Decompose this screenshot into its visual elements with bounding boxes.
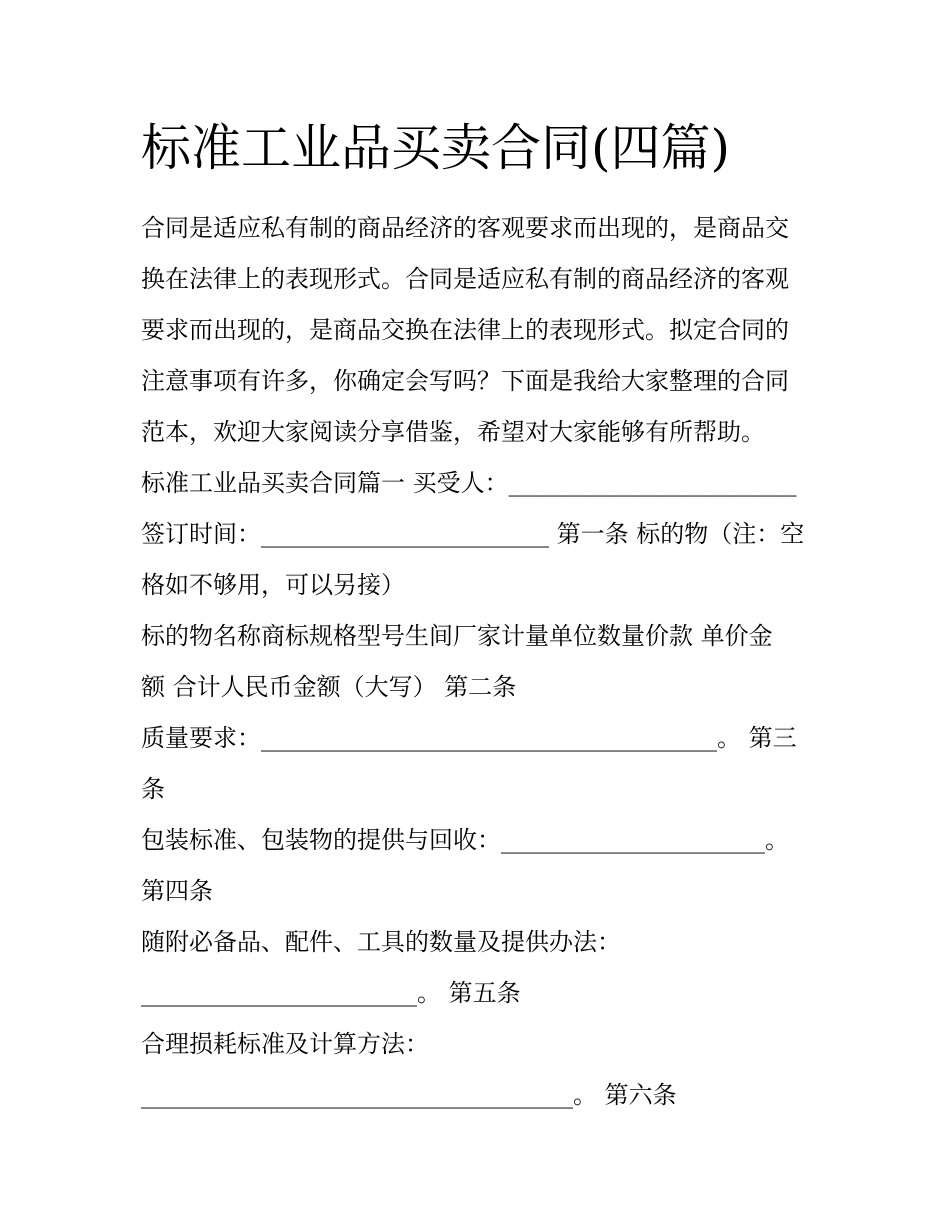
document-body (141, 112, 813, 1121)
buyer-line: 标准工业品买卖合同篇一 买受人：________________________ (141, 469, 797, 497)
text-line: 范本，欢迎大家阅读分享借鉴，希望对大家能够有所帮助。 (141, 418, 765, 446)
document-title: 标准工业品买卖合同(四篇) (141, 119, 731, 177)
intro-paragraph (141, 203, 813, 458)
text-line: 要求而出现的，是商品交换在法律上的表现形式。拟定合同的 (141, 316, 789, 344)
contract-body (141, 458, 813, 1121)
article-heading: 第四条 (141, 877, 213, 905)
text-line: 合同是适应私有制的商品经济的客观要求而出现的，是商品交 (141, 214, 789, 242)
text-line: 条 (141, 775, 165, 803)
text-line: 注意事项有许多，你确定会写吗？下面是我给大家整理的合同 (141, 367, 789, 395)
quality-requirement-line: 质量要求：______________________________________。 第三 (141, 724, 797, 752)
sign-date-line: 签订时间：________________________ 第一条 标的物（注：空 (141, 520, 805, 548)
packaging-line: 包装标准、包装物的提供与回收：______________________。 (141, 826, 789, 854)
accessories-line: 随附必备品、配件、工具的数量及提供办法： (141, 928, 621, 956)
text-line: 额 合计人民币金额（大写） 第二条 (141, 673, 517, 701)
text-line: _______________________。 第五条 (141, 979, 521, 1007)
loss-standard-line: 合理损耗标准及计算方法： (141, 1030, 429, 1058)
text-line: ____________________________________。 第六条 (141, 1081, 677, 1109)
text-line: 格如不够用，可以另接） (141, 571, 405, 599)
goods-table-header-line: 标的物名称商标规格型号生间厂家计量单位数量价款 单价金 (141, 622, 773, 650)
text-line: 换在法律上的表现形式。合同是适应私有制的商品经济的客观 (141, 265, 789, 293)
